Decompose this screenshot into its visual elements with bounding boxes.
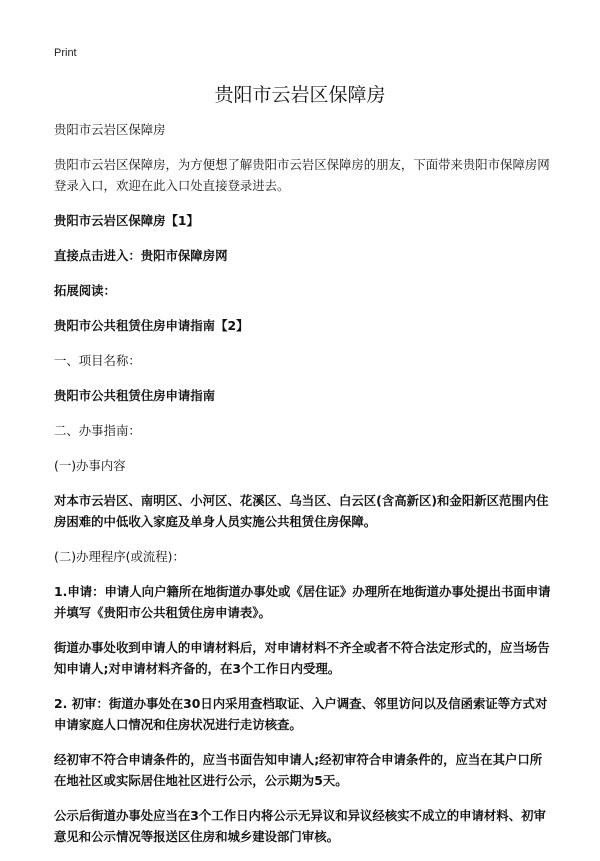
paragraph: 对本市云岩区、南明区、小河区、花溪区、乌当区、白云区(含高新区)和金阳新区范围内住房困难的中低收入家庭及单身人员实施公共租赁住房保障。 bbox=[54, 493, 549, 529]
paragraph: 公示后街道办事处应当在3个工作日内将公示无异议和异议经核实不成立的申请材料、初审意见和公示情况等报送区住房和城乡建设部门审核。 bbox=[54, 808, 546, 844]
paragraph: 贵阳市云岩区保障房，为方便想了解贵阳市云岩区保障房的朋友，下面带来贵阳市保障房网登录入口，欢迎在此入口处直接登录进去。 bbox=[54, 157, 550, 193]
section-heading: 一、项目名称： bbox=[54, 353, 141, 368]
subsection-heading: (二)办理程序(或流程)： bbox=[54, 549, 185, 564]
section-heading: 贵阳市云岩区保障房【1】 bbox=[54, 213, 199, 228]
subsection-heading: (一)办事内容 bbox=[54, 458, 126, 473]
page-title: 贵阳市云岩区保障房 bbox=[214, 84, 386, 106]
paragraph: 贵阳市云岩区保障房 bbox=[54, 122, 166, 137]
paragraph: 街道办事处收到申请人的申请材料后，对申请材料不齐全或者不符合法定形式的，应当场告知申请人;对申请材料齐备的，在3个工作日内受理。 bbox=[54, 640, 550, 676]
section-heading: 拓展阅读： bbox=[54, 283, 116, 298]
paragraph: 经初审不符合申请条件的，应当书面告知申请人;经初审符合申请条件的，应当在其户口所在地社区或实际居住地社区进行公示，公示期为5天。 bbox=[54, 752, 543, 788]
paragraph: 2. 初审：街道办事处在30日内采用查档取证、入户调查、邻里访问以及信函索证等方式对申请家庭人口情况和住房状况进行走访核查。 bbox=[54, 696, 548, 732]
print-label: Print bbox=[54, 47, 77, 59]
document-body bbox=[54, 119, 554, 861]
paragraph: 1.申请：申请人向户籍所在地街道办事处或《居住证》办理所在地街道办事处提出书面申请并填写《贵阳市公共租赁住房申请表》。 bbox=[54, 584, 551, 620]
section-heading: 二、办事指南： bbox=[54, 423, 141, 438]
section-heading: 贵阳市公共租赁住房申请指南【2】 bbox=[54, 318, 249, 333]
paragraph: 贵阳市公共租赁住房申请指南 bbox=[54, 388, 216, 403]
entry-link-text: 直接点击进入：贵阳市保障房网 bbox=[54, 248, 228, 263]
